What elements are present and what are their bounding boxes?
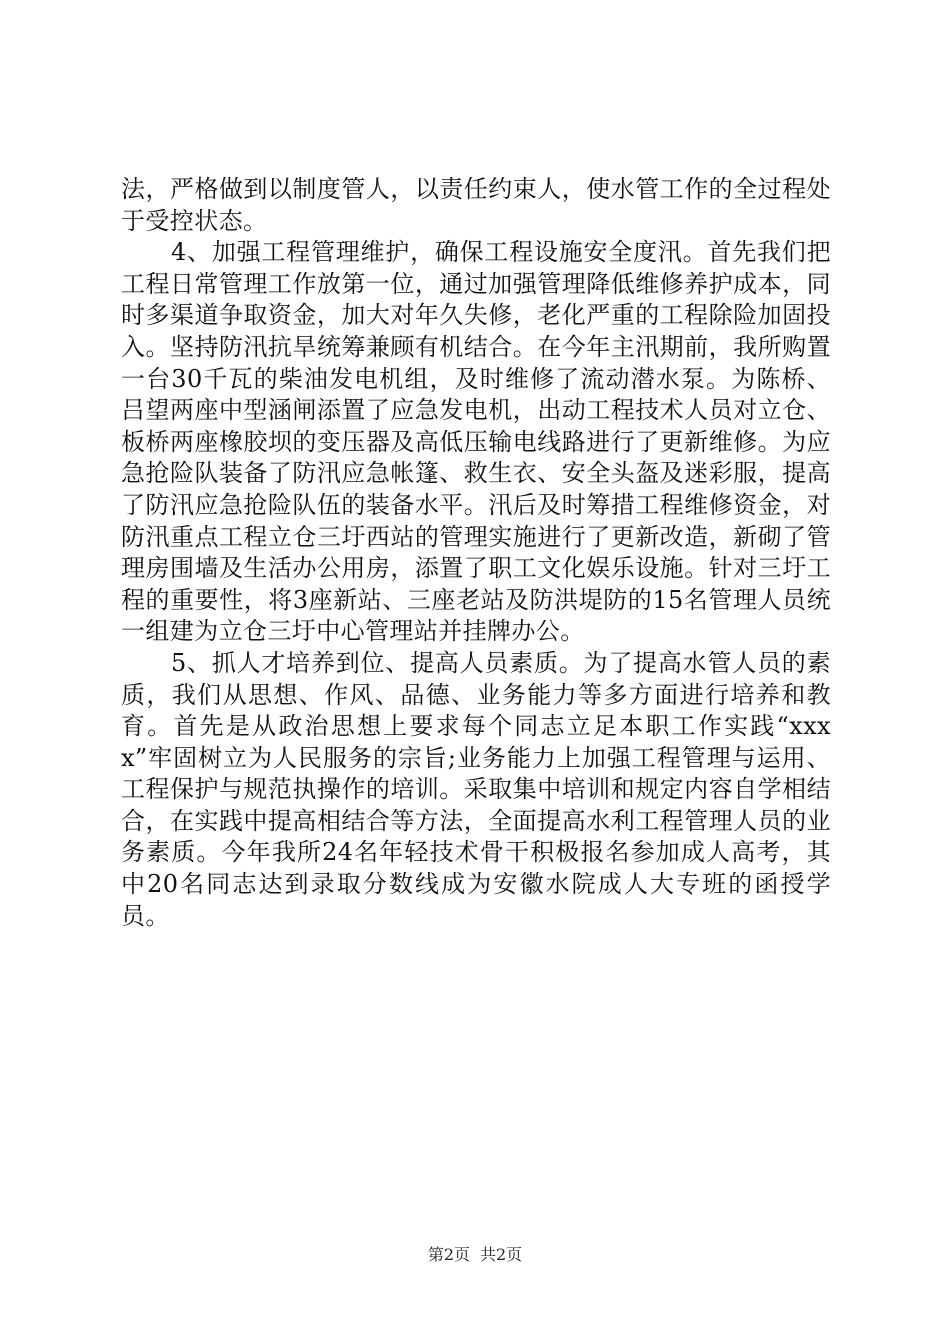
paragraph-engineering-maintenance: 4、加强工程管理维护，确保工程设施安全度汛。首先我们把工程日常管理工作放第一位，通过加强管理降低维修养护成本，同时多渠道争取资金，加大对年久失修，老化严重的工程除险加固投入。坚持防汛抗旱统筹兼顾有机结合。在今年主汛期前，我所购置一台30千瓦的柴油发电机组，及时维修了流动潜水泵。为陈桥、吕望两座中型涵闸添置了应急发电机，出动工程技术人员对立仓、板桥两座橡胶坝的变压器及高低压输电线路进行了更新维修。为应急抢险队装备了防汛应急帐篷、救生衣、安全头盔及迷彩服，提高了防汛应急抢险队伍的装备水平。汛后及时筹措工程维修资金，对防汛重点工程立仓三圩西站的管理实施进行了更新改造，新砌了管理房围墙及生活办公用房，添置了职工文化娱乐设施。针对三圩工程的重要性，将3座新站、三座老站及防洪堤防的15名管理人员统一组建为立仓三圩中心管理站并挂牌办公。 bbox=[121, 238, 831, 646]
page-footer bbox=[0, 1245, 950, 1265]
page-number-current: 第2页 bbox=[427, 1245, 470, 1264]
paragraph-talent-training: 5、抓人才培养到位、提高人员素质。为了提高水管人员的素质，我们从思想、作风、品德、业务能力等多方面进行培养和教育。首先是从政治思想上要求每个同志立足本职工作实践“xxxx”牢固树立为人民服务的宗旨;业务能力上加强工程管理与运用、工程保护与规范执操作的培训。采取集中培训和规定内容自学相结合，在实践中提高相结合等方法，全面提高水利工程管理人员的业务素质。今年我所24名年轻技术骨干积极报名参加成人高考，其中20名同志达到录取分数线成为安徽水院成人大专班的函授学员。 bbox=[121, 648, 831, 930]
document-body bbox=[121, 174, 831, 932]
paragraph-continuation: 法，严格做到以制度管人，以责任约束人，使水管工作的全过程处于受控状态。 bbox=[121, 175, 831, 235]
page-number-total: 共2页 bbox=[480, 1245, 523, 1264]
